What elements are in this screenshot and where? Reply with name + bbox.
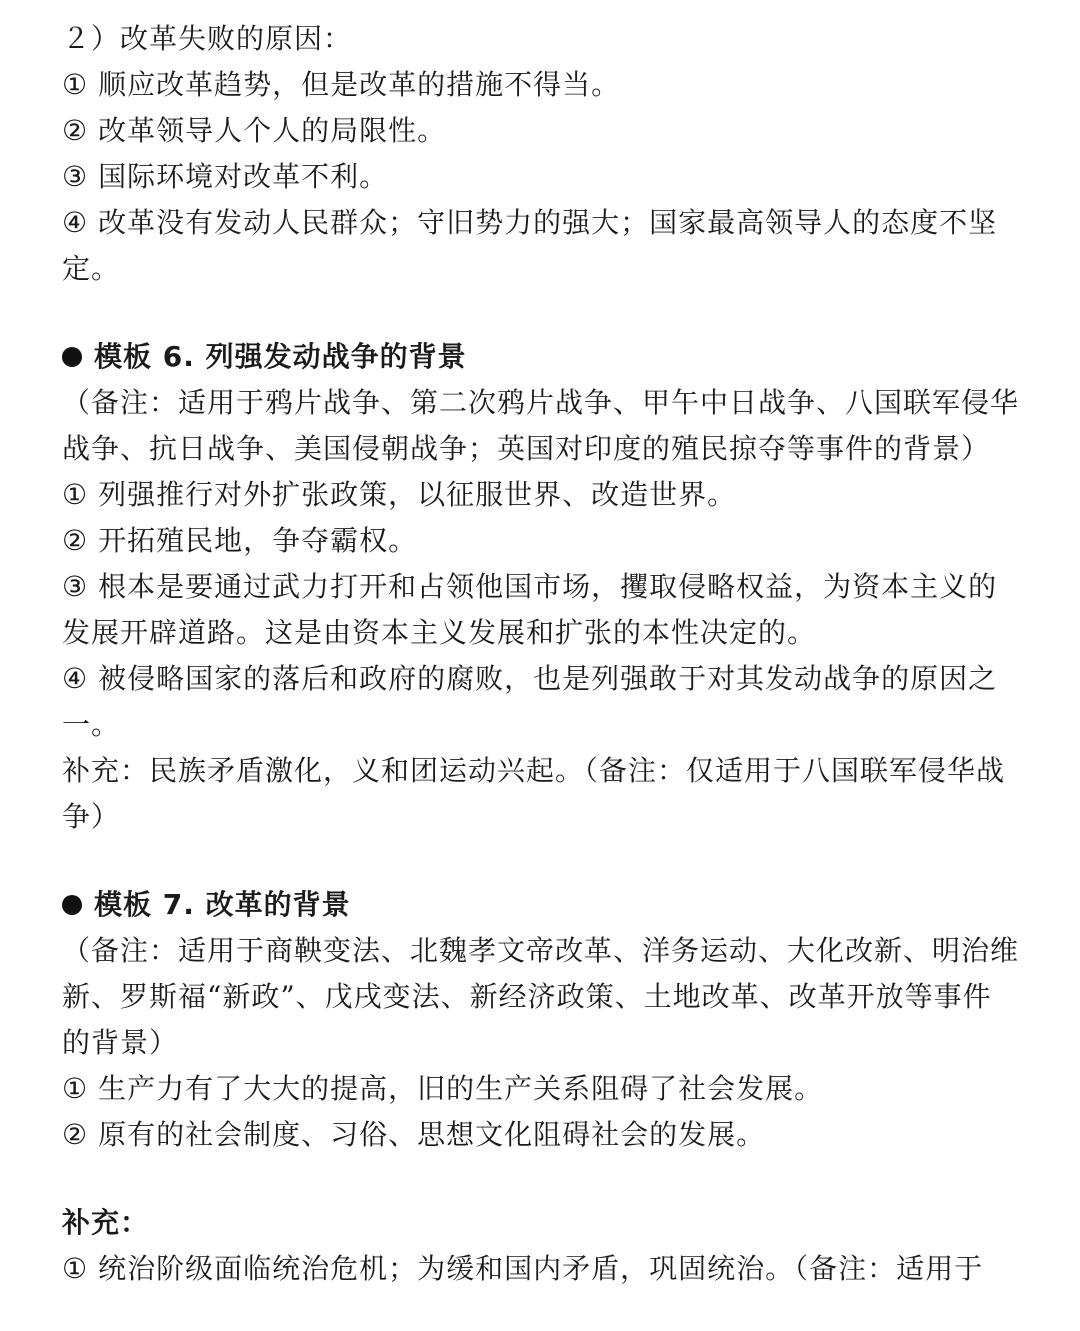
list-item [62, 518, 1014, 564]
item-text: 列强推行对外扩张政策，以征服世界、改造世界。 [98, 478, 737, 511]
heading-text: 模板 7. 改革的背景 [94, 888, 351, 921]
item-number: ② [62, 524, 89, 557]
list-item [62, 154, 1014, 200]
item-text: 统治阶级面临统治危机；为缓和国内矛盾，巩固统治。（备注：适用于 [98, 1252, 984, 1285]
list-item [62, 62, 1014, 108]
item-text: 国际环境对改革不利。 [98, 160, 389, 193]
spacer [62, 292, 1014, 334]
item-text: 开拓殖民地，争夺霸权。 [98, 524, 418, 557]
supplement-line: 补充：民族矛盾激化，义和团运动兴起。（备注：仅适用于八国联军侵华战 [62, 754, 1006, 787]
list-item [62, 1112, 1014, 1158]
list-item [62, 472, 1014, 518]
item-number: ④ [62, 206, 89, 239]
list-item [62, 108, 1014, 154]
spacer [62, 840, 1014, 882]
list-item [62, 564, 1014, 610]
item-text: 原有的社会制度、习俗、思想文化阻碍社会的发展。 [98, 1118, 766, 1151]
item-number: ② [62, 114, 89, 147]
item-text: 被侵略国家的落后和政府的腐败，也是列强敢于对其发动战争的原因之 [98, 662, 998, 695]
bullet-icon [62, 347, 82, 367]
list-item-continuation: 定。 [62, 252, 121, 285]
note-line: 新、罗斯福“新政”、戊戌变法、新经济政策、土地改革、改革开放等事件 [62, 980, 992, 1013]
list-item [62, 200, 1014, 246]
item-text: 改革领导人个人的局限性。 [98, 114, 447, 147]
item-number: ① [62, 1252, 89, 1285]
template-6-heading [62, 334, 1014, 380]
heading-text: 模板 6. 列强发动战争的背景 [94, 340, 467, 373]
supplement-title: 补充： [62, 1206, 150, 1239]
item-text: 顺应改革趋势，但是改革的措施不得当。 [98, 68, 621, 101]
note-line: （备注：适用于鸦片战争、第二次鸦片战争、甲午中日战争、八国联军侵华 [62, 386, 1020, 419]
item-number: ② [62, 1118, 89, 1151]
supplement-line: 争） [62, 800, 121, 833]
section-subtitle: ２）改革失败的原因： [62, 22, 353, 55]
item-text: 根本是要通过武力打开和占领他国市场，攫取侵略权益，为资本主义的 [98, 570, 998, 603]
item-number: ① [62, 1072, 89, 1105]
spacer [62, 1158, 1014, 1200]
list-item-continuation: 发展开辟道路。这是由资本主义发展和扩张的本性决定的。 [62, 616, 817, 649]
list-item-continuation: 一。 [62, 708, 121, 741]
bullet-icon [62, 895, 82, 915]
item-number: ① [62, 478, 89, 511]
note-line: （备注：适用于商鞅变法、北魏孝文帝改革、洋务运动、大化改新、明治维 [62, 934, 1020, 967]
list-item [62, 1066, 1014, 1112]
list-item [62, 656, 1014, 702]
template-7-heading [62, 882, 1014, 928]
item-number: ③ [62, 570, 89, 603]
list-item [62, 1246, 1014, 1292]
item-text: 改革没有发动人民群众；守旧势力的强大；国家最高领导人的态度不坚 [98, 206, 998, 239]
note-line: 战争、抗日战争、美国侵朝战争；英国对印度的殖民掠夺等事件的背景） [62, 432, 991, 465]
note-line: 的背景） [62, 1026, 179, 1059]
item-text: 生产力有了大大的提高，旧的生产关系阻碍了社会发展。 [98, 1072, 824, 1105]
item-number: ① [62, 68, 89, 101]
item-number: ③ [62, 160, 89, 193]
item-number: ④ [62, 662, 89, 695]
